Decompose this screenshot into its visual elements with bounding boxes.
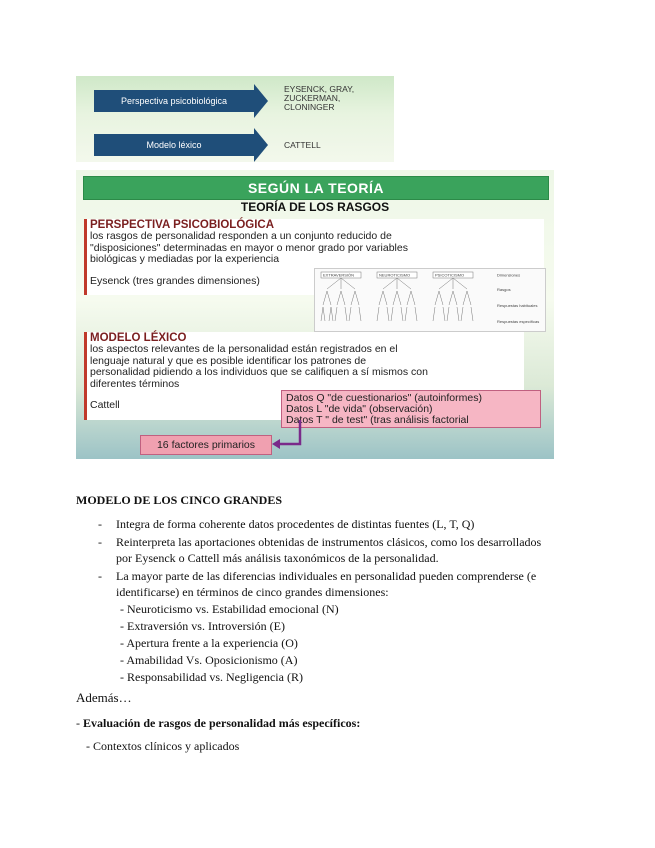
lexical-heading: MODELO LÉXICO [90, 332, 187, 344]
psychobiological-heading: PERSPECTIVA PSICOBIOLÓGICA [90, 219, 275, 231]
ademas-text: Además… [76, 690, 132, 705]
lexical-line-1: los aspectos relevantes de la personalidad están registrados en el [90, 343, 398, 355]
lexical-line-4: diferentes términos [90, 377, 180, 390]
theory-slide [76, 170, 554, 459]
factors-arrow [272, 420, 332, 450]
dimension-agreeableness: - Amabilidad Vs. Oposicionismo (A) [120, 653, 298, 667]
psychobiological-arrow-label: Perspectiva psicobiológica [120, 96, 228, 106]
contexts-line: - Contextos clínicos y aplicados [86, 739, 240, 753]
cattell-label: Cattell [90, 399, 120, 411]
authors-line-1: EYSENCK, GRAY, [284, 84, 355, 94]
big-five-heading: MODELO DE LOS CINCO GRANDES [76, 493, 283, 507]
top-diagram [76, 76, 394, 162]
bullet-1: Integra de forma coherente datos procedentes de distintas fuentes (L, T, Q) [116, 517, 475, 531]
evaluation-heading: Evaluación de rasgos de personalidad más específicos: [83, 716, 361, 730]
bullet-3-line-2: identificarse) en términos de cinco grandes dimensiones: [116, 585, 389, 599]
slide-subtitle: TEORÍA DE LOS RASGOS [240, 200, 390, 214]
data-t: Datos T " de test" (tras análisis factorial [286, 414, 469, 426]
authors-line-3: CLONINGER [284, 102, 335, 112]
bullet-dash-3: - [98, 569, 102, 583]
evaluation-line [76, 715, 360, 731]
slide-title-bar [83, 176, 549, 200]
tree-label-extraversion: EXTRAVERSIÓN [323, 272, 355, 278]
tree-label-psychoticism: PSICOTICISMO [435, 272, 465, 278]
bullet-2-line-1: Reinterpreta las aportaciones obtenidas de instrumentos clásicos, como los desarrollados [116, 535, 542, 549]
bullet-dash-2: - [98, 535, 102, 549]
evaluation-prefix: - [76, 716, 83, 730]
authors-line-2: ZUCKERMAN, [284, 93, 341, 103]
eysenck-hierarchy-diagram [314, 268, 546, 332]
lexical-arrow-label: Modelo léxico [146, 140, 202, 150]
data-q: Datos Q "de cuestionarios" (autoinformes) [286, 392, 482, 404]
dimension-neuroticism: - Neuroticismo vs. Estabilidad emocional (N) [120, 602, 339, 616]
tree-level-1: Dimensiones [497, 272, 521, 278]
psychobiological-line-2: "disposiciones" determinadas en mayor o menor grado por variables [90, 241, 408, 254]
lexical-arrow [94, 134, 254, 156]
dimension-conscientiousness: - Responsabilidad vs. Negligencia (R) [120, 670, 303, 684]
psychobiological-authors [284, 85, 354, 112]
dimension-openness: - Apertura frente a la experiencia (O) [120, 636, 298, 650]
bullet-dash-1: - [98, 517, 102, 531]
lexical-author: CATTELL [284, 140, 321, 150]
tree-branches [321, 278, 473, 321]
lexical-line-2: lenguaje natural y que es posible identificar los patrones de [90, 354, 367, 367]
tree-level-2: Rasgos [497, 287, 511, 292]
psychobiological-line-3: biológicas y mediadas por la experiencia [90, 253, 280, 265]
data-l: Datos L "de vida" (observación) [286, 403, 433, 415]
primary-factors-box: 16 factores primarios [140, 435, 272, 455]
dimension-extraversion: - Extraversión vs. Introversión (E) [120, 619, 285, 633]
psychobiological-line-1: los rasgos de personalidad responden a un conjunto reducido de [90, 230, 392, 242]
bullet-2-line-2: por Eysenck o Cattell más análisis taxonómicos de la personalidad. [116, 551, 439, 565]
slide-title: SEGÚN LA TEORÍA [247, 180, 385, 196]
tree-label-neuroticism: NEUROTICISMO [379, 272, 411, 278]
psychobiological-arrow [94, 90, 254, 112]
bullet-3-line-1: La mayor parte de las diferencias individuales en personalidad pueden comprenderse (e [116, 569, 537, 583]
lexical-line-3: personalidad pidiendo a los individuos que se califiquen a sí mismos con [90, 366, 428, 378]
tree-level-3: Respuestas habituales [497, 303, 538, 308]
eysenck-dimensions: Eysenck (tres grandes dimensiones) [90, 274, 260, 287]
tree-level-4: Respuestas específicas [497, 319, 540, 324]
